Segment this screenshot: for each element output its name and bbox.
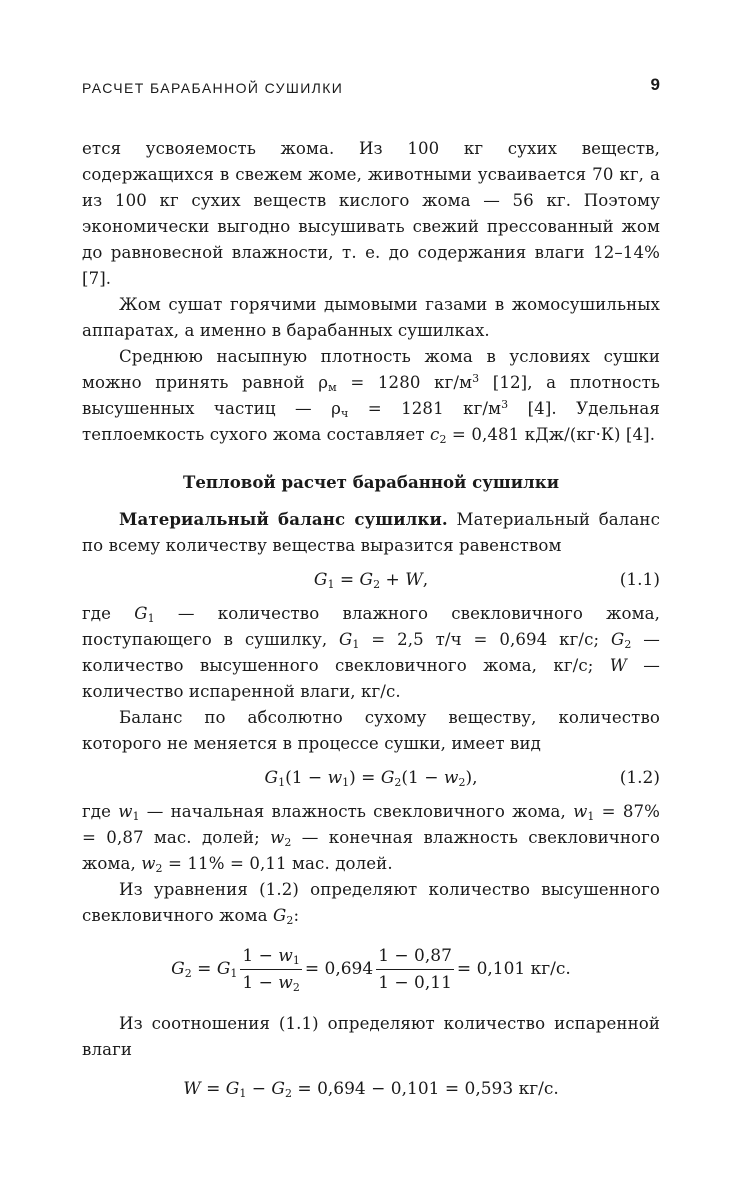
running-title: РАСЧЕТ БАРАБАННОЙ СУШИЛКИ xyxy=(82,80,344,96)
one-minus: 1 − xyxy=(242,972,279,993)
running-header xyxy=(82,75,660,100)
p7-text-e: = 11% = 0,11 мас. долей. xyxy=(162,854,393,873)
fraction-numeric xyxy=(376,946,454,993)
subscript-2: 2 xyxy=(184,967,192,980)
var-w: w xyxy=(443,768,459,788)
var-W: W xyxy=(609,656,627,675)
paragraph-9: Из соотношения (1.1) определяют количество испаренной влаги xyxy=(82,1014,660,1059)
var-G: G xyxy=(216,959,231,979)
coefficient: = 0,694 xyxy=(304,959,374,979)
subscript-1: 1 xyxy=(239,1087,247,1100)
open-paren-one-minus: (1 − xyxy=(285,768,328,788)
fraction-numerator: 1 − 0,87 xyxy=(376,946,454,970)
p3-text-e: [4]. Удельная теплоемкость сухого жома составляет xyxy=(82,399,660,444)
fraction-numerator xyxy=(240,946,301,970)
p3-text-b: = 1280 кг/м xyxy=(336,373,473,392)
subscript-1: 1 xyxy=(342,776,350,789)
equation-number: (1.2) xyxy=(619,768,660,788)
equals-sign: = xyxy=(200,1079,226,1099)
subscript-1: 1 xyxy=(292,953,300,967)
p8-text-a: Из уравнения (1.2) определяют количество высушенного свекловичного жома xyxy=(82,880,660,925)
p5-text-d: — количество высушенного свекловичного жома, кг/с; xyxy=(82,630,660,675)
paragraph-4 xyxy=(82,506,660,559)
equation-g2-result xyxy=(82,933,660,1005)
p5-text-c: = 2,5 т/ч = 0,694 кг/с; xyxy=(359,630,612,649)
paragraph-7 xyxy=(82,799,660,877)
subscript-1: 1 xyxy=(587,810,595,823)
paragraph-1: ется усвояемость жома. Из 100 кг сухих веществ, содержащихся в свежем жоме, животными усваивается 70 кг, а из 100 кг сухих веществ кислого жома — 56 кг. Поэтому экономически выгодно высушивать свежий прессованный жом до равновесной влажности, т. е. до содержания влаги 12–14% [7]. xyxy=(82,139,660,288)
comma: , xyxy=(472,768,478,788)
var-w: w xyxy=(573,802,588,821)
p3-text-a: Среднюю насыпную плотность жома в условиях сушки можно принять равной xyxy=(82,347,660,392)
paragraph-2: Жом сушат горячими дымовыми газами в жомосушильных аппаратах, а именно в барабанных сушилках. xyxy=(82,295,660,340)
plus-sign: + xyxy=(380,570,406,590)
one-minus: 1 − xyxy=(242,945,279,966)
var-W: W xyxy=(183,1079,201,1099)
subscript-1: 1 xyxy=(132,810,140,823)
equals-sign: = xyxy=(355,768,381,788)
subscript-1: 1 xyxy=(278,776,286,789)
var-G: G xyxy=(272,906,287,925)
var-G: G xyxy=(271,1079,286,1099)
equation-1-1 xyxy=(82,559,660,601)
equation-lhs xyxy=(171,959,237,979)
var-G: G xyxy=(380,768,395,788)
p7-text-b: — начальная влажность свекловичного жома, xyxy=(139,802,574,821)
equation-expression xyxy=(82,757,660,799)
p5-text-e: — количество испаренной влаги, кг/с. xyxy=(82,656,660,701)
rho-subscript-ch: ч xyxy=(340,407,349,420)
comma: , xyxy=(422,570,429,590)
var-w: w xyxy=(278,972,293,993)
paragraph-5 xyxy=(82,601,660,705)
superscript-3: 3 xyxy=(472,372,480,385)
section-title: Тепловой расчет барабанной сушилки xyxy=(182,472,560,492)
var-G: G xyxy=(313,570,328,590)
var-w: w xyxy=(141,854,156,873)
p3-text-d: = 1281 кг/м xyxy=(348,399,502,418)
subscript-2: 2 xyxy=(155,862,163,875)
subscript-2: 2 xyxy=(373,578,381,591)
open-paren-one-minus: (1 − xyxy=(401,768,444,788)
var-G: G xyxy=(134,604,148,623)
equation-w-result xyxy=(82,1067,660,1111)
subscript-2: 2 xyxy=(292,980,300,994)
p3-text-c: [12], а плотность высушенных частиц — xyxy=(82,373,660,418)
rho-subscript-m: м xyxy=(328,381,337,394)
rho-symbol: ρ xyxy=(331,399,341,418)
equation-expression xyxy=(82,559,660,601)
fraction-symbolic xyxy=(240,946,301,993)
p4-text: Материальный баланс по всему количеству вещества выразится равенством xyxy=(82,510,660,555)
fraction-denominator: 1 − 0,11 xyxy=(378,972,452,993)
subscript-2: 2 xyxy=(394,776,402,789)
subscript-2: 2 xyxy=(284,836,292,849)
equation-result: = 0,101 кг/с. xyxy=(456,959,571,979)
p5-text-b: — количество влажного свекловичного жома, поступающего в сушилку, xyxy=(82,604,661,649)
subscript-2: 2 xyxy=(286,914,294,927)
body-text xyxy=(82,136,660,1111)
var-G: G xyxy=(611,630,625,649)
p8-text-b: : xyxy=(293,906,300,925)
var-G: G xyxy=(339,630,353,649)
subscript-2: 2 xyxy=(439,433,447,446)
equals-sign: = xyxy=(334,570,360,590)
var-w: w xyxy=(327,768,343,788)
rho-symbol: ρ xyxy=(318,373,329,392)
p3-text-f: = 0,481 кДж/(кг·К) [4]. xyxy=(446,425,656,444)
p7-text-d: — конечная влажность свекловичного жома, xyxy=(82,828,660,873)
var-G: G xyxy=(359,570,374,590)
var-W: W xyxy=(405,570,423,590)
superscript-3: 3 xyxy=(501,398,509,411)
subscript-1: 1 xyxy=(352,638,360,651)
p7-text-c: = 87% = 0,87 мас. долей; xyxy=(82,802,661,847)
subscript-1: 1 xyxy=(230,967,238,980)
subscript-2: 2 xyxy=(285,1087,293,1100)
var-w: w xyxy=(118,802,133,821)
page-number: 9 xyxy=(650,75,660,94)
paragraph-6: Баланс по абсолютно сухому веществу, количество которого не меняется в процессе сушки, имеет вид xyxy=(82,708,660,753)
var-G: G xyxy=(264,768,279,788)
equation-number: (1.1) xyxy=(619,570,660,590)
subscript-1: 1 xyxy=(147,612,155,625)
fraction-denominator xyxy=(240,970,301,993)
p7-text-a: где xyxy=(82,802,119,821)
var-w: w xyxy=(270,828,285,847)
subscript-2: 2 xyxy=(624,638,632,651)
equation-1-2 xyxy=(82,757,660,799)
equals-sign: = xyxy=(191,959,217,979)
close-paren: ) xyxy=(465,768,473,788)
subscript-1: 1 xyxy=(327,578,335,591)
p5-text-a: где xyxy=(82,604,135,623)
var-G: G xyxy=(171,959,185,979)
var-G: G xyxy=(225,1079,240,1099)
subscript-2: 2 xyxy=(458,776,466,789)
paragraph-3 xyxy=(82,344,660,448)
paragraph-8 xyxy=(82,877,660,929)
minus-sign: − xyxy=(246,1079,272,1099)
paragraph-run-in-heading: Материальный баланс сушилки. xyxy=(119,509,448,529)
var-w: w xyxy=(278,945,293,966)
var-c: c xyxy=(430,425,440,444)
close-paren: ) xyxy=(349,768,356,788)
equation-result: = 0,694 − 0,101 = 0,593 кг/с. xyxy=(292,1079,559,1099)
